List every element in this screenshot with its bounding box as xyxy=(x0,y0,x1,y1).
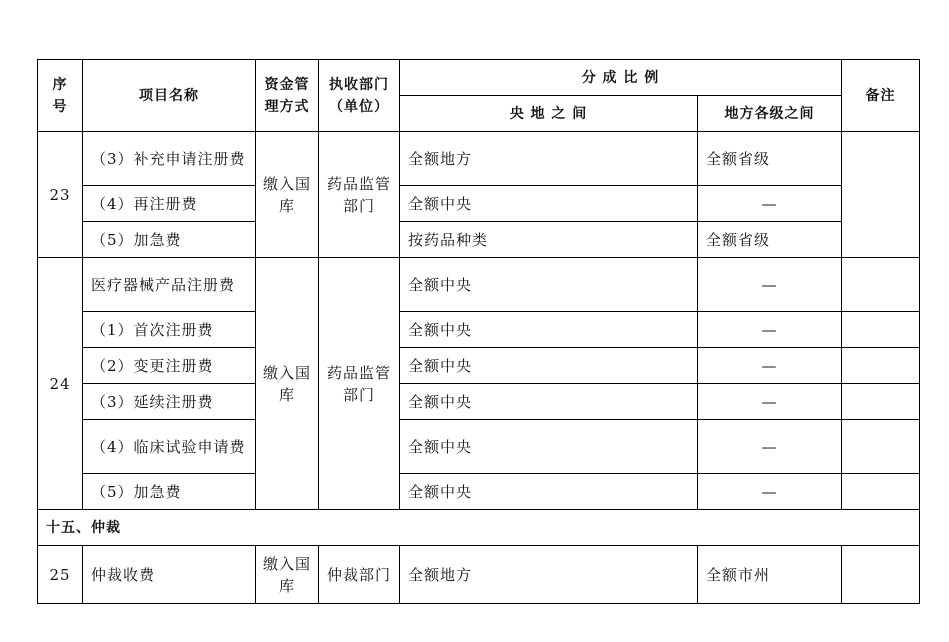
table-row xyxy=(38,384,920,420)
central-local-cell: 全额中央 xyxy=(400,420,698,474)
remark-cell xyxy=(842,420,920,474)
local-levels-cell: — xyxy=(698,384,842,420)
item-name-cell: （4）临床试验申请费 xyxy=(83,420,256,474)
remark-cell xyxy=(842,258,920,312)
local-levels-cell: — xyxy=(698,312,842,348)
seq-cell: 24 xyxy=(38,258,83,510)
item-name-cell: （3）延续注册费 xyxy=(83,384,256,420)
central-local-cell: 按药品种类 xyxy=(400,222,698,258)
header-dept: 执收部门（单位） xyxy=(319,60,400,132)
item-name-cell: （2）变更注册费 xyxy=(83,348,256,384)
item-name-cell: 医疗器械产品注册费 xyxy=(83,258,256,312)
item-name-cell: （1）首次注册费 xyxy=(83,312,256,348)
header-seq: 序号 xyxy=(38,60,83,132)
fund-mgmt-cell: 缴入国库 xyxy=(256,258,319,510)
remark-cell xyxy=(842,348,920,384)
table-row xyxy=(38,474,920,510)
seq-cell: 25 xyxy=(38,546,83,604)
table-row xyxy=(38,186,920,222)
item-name-cell: 仲裁收费 xyxy=(83,546,256,604)
local-levels-cell: — xyxy=(698,474,842,510)
remark-cell xyxy=(842,384,920,420)
item-name-cell: （5）加急费 xyxy=(83,474,256,510)
header-central-local: 央 地 之 间 xyxy=(400,96,698,132)
section-row xyxy=(38,510,920,546)
central-local-cell: 全额中央 xyxy=(400,312,698,348)
table-row xyxy=(38,348,920,384)
local-levels-cell: 全额省级 xyxy=(698,222,842,258)
local-levels-cell: — xyxy=(698,258,842,312)
central-local-cell: 全额中央 xyxy=(400,186,698,222)
table-row xyxy=(38,222,920,258)
item-name-cell: （4）再注册费 xyxy=(83,186,256,222)
fund-mgmt-cell: 缴入国库 xyxy=(256,546,319,604)
fee-sharing-table xyxy=(37,59,920,604)
section-title: 十五、仲裁 xyxy=(38,510,920,546)
header-fund-mgmt: 资金管理方式 xyxy=(256,60,319,132)
remark-cell xyxy=(842,474,920,510)
header-item-name: 项目名称 xyxy=(83,60,256,132)
header-row-1 xyxy=(38,60,920,96)
table-row xyxy=(38,312,920,348)
dept-cell: 药品监管部门 xyxy=(319,132,400,258)
fund-mgmt-cell: 缴入国库 xyxy=(256,132,319,258)
remark-cell xyxy=(842,132,920,258)
seq-cell: 23 xyxy=(38,132,83,258)
table-row xyxy=(38,546,920,604)
central-local-cell: 全额中央 xyxy=(400,474,698,510)
local-levels-cell: 全额省级 xyxy=(698,132,842,186)
table-row xyxy=(38,258,920,312)
dept-cell: 药品监管部门 xyxy=(319,258,400,510)
central-local-cell: 全额中央 xyxy=(400,348,698,384)
table-row xyxy=(38,420,920,474)
local-levels-cell: — xyxy=(698,186,842,222)
local-levels-cell: — xyxy=(698,420,842,474)
central-local-cell: 全额地方 xyxy=(400,546,698,604)
local-levels-cell: — xyxy=(698,348,842,384)
central-local-cell: 全额中央 xyxy=(400,384,698,420)
header-remark: 备注 xyxy=(842,60,920,132)
central-local-cell: 全额地方 xyxy=(400,132,698,186)
central-local-cell: 全额中央 xyxy=(400,258,698,312)
item-name-cell: （3）补充申请注册费 xyxy=(83,132,256,186)
table-row xyxy=(38,132,920,186)
local-levels-cell: 全额市州 xyxy=(698,546,842,604)
dept-cell: 仲裁部门 xyxy=(319,546,400,604)
remark-cell xyxy=(842,312,920,348)
item-name-cell: （5）加急费 xyxy=(83,222,256,258)
remark-cell xyxy=(842,546,920,604)
header-ratio: 分 成 比 例 xyxy=(400,60,842,96)
header-local-levels: 地方各级之间 xyxy=(698,96,842,132)
